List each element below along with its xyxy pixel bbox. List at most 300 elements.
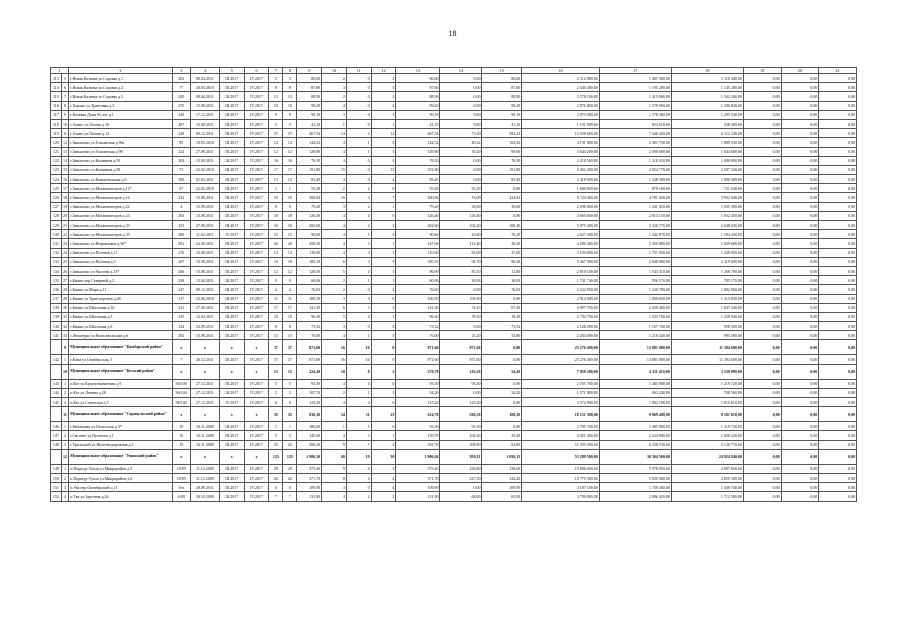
value-cell: IV.2017 (244, 492, 269, 501)
value-cell: 0,00 (440, 92, 482, 101)
value-cell: 23.06.2010 (190, 294, 219, 303)
value-cell: 249 (172, 110, 190, 119)
value-cell: 0,00 (440, 110, 482, 119)
value-cell: 37 (269, 340, 283, 355)
value-cell: 18 (283, 211, 297, 220)
value-cell: 88,90 (297, 92, 322, 101)
address-cell: Муниципальное образование "Сарапульский район" (69, 407, 172, 422)
value-cell: 26 (283, 473, 297, 482)
column-number: 2 (69, 68, 172, 74)
row-number (51, 340, 62, 355)
row-number: 115 (51, 92, 62, 101)
value-cell: 0,00 (743, 312, 781, 321)
value-cell: 55,20 (440, 184, 482, 193)
row-index: 3 (61, 398, 69, 407)
value-cell: 15 (322, 165, 347, 174)
value-cell: 1 (346, 276, 371, 285)
value-cell: 248 (172, 129, 190, 138)
value-cell: 1 210 440,00 (599, 331, 671, 340)
value-cell: 3 (322, 322, 347, 331)
table-row (51, 422, 857, 431)
value-cell: 3 665 600,00 (522, 211, 599, 220)
value-cell: 18 (283, 312, 297, 321)
value-cell: 11 394 600,00 (671, 355, 743, 364)
value-cell: 4 (371, 175, 396, 184)
value-cell: 73,32 (396, 322, 440, 331)
value-cell: 11,80 (482, 266, 522, 275)
value-cell: 126,40 (440, 211, 482, 220)
value-cell: III.2017 (219, 464, 244, 473)
value-cell: III.2017 (219, 322, 244, 331)
value-cell: 18 (269, 312, 283, 321)
value-cell: 0,00 (743, 483, 781, 492)
value-cell: 206 (172, 266, 190, 275)
value-cell: 0,00 (819, 407, 857, 422)
value-cell: 0,00 (743, 175, 781, 184)
value-cell: 1 184 430,00 (671, 230, 743, 239)
value-cell: 0,00 (819, 398, 857, 407)
row-number: 142 (51, 355, 62, 364)
value-cell: 0,00 (819, 355, 857, 364)
table-row (51, 221, 857, 230)
value-cell: III.2017 (219, 92, 244, 101)
value-cell: x (219, 364, 244, 379)
value-cell: 16 (322, 355, 347, 364)
value-cell: 1 313 850,00 (671, 294, 743, 303)
row-index: 2 (61, 388, 69, 397)
value-cell: 16 (172, 431, 190, 440)
value-cell: 4 (322, 138, 347, 147)
value-cell: 96,90 (396, 266, 440, 275)
value-cell: 16 (322, 340, 347, 355)
value-cell: 22.02.2010 (190, 165, 219, 174)
value-cell: 0,00 (819, 364, 857, 379)
value-cell: 93,30 (396, 379, 440, 388)
value-cell: 5 978 950,00 (599, 464, 671, 473)
value-cell: 1 644 600,00 (671, 147, 743, 156)
address-cell: г.Завьялово ул.Механизаторов д.12* (69, 184, 172, 193)
value-cell: 10 (322, 364, 347, 379)
value-cell: 60,06 (396, 276, 440, 285)
value-cell: 0 (346, 83, 371, 92)
value-cell: 16 (346, 355, 371, 364)
column-number: 9 (297, 68, 322, 74)
value-cell: 15.08.2011 (190, 266, 219, 275)
value-cell: 2 000 600,00 (599, 147, 671, 156)
value-cell: 139,70 (396, 431, 440, 440)
value-cell: 3 (346, 248, 371, 257)
value-cell: IV.2017 (244, 83, 269, 92)
row-number: 125 (51, 184, 62, 193)
row-index: 14 (61, 156, 69, 165)
column-number: 5 (219, 68, 244, 74)
value-cell: 0,00 (819, 74, 857, 83)
column-number: 1 (51, 68, 69, 74)
value-cell: 235 (172, 312, 190, 321)
value-cell: 125 (283, 449, 297, 464)
value-cell: 30,03 (440, 276, 482, 285)
address-cell: г.Завьялово ул.Нефтяников д.36* (69, 239, 172, 248)
value-cell: 4 311 410,00 (599, 364, 671, 379)
value-cell: III.2017 (219, 331, 244, 340)
value-cell: 2 (371, 221, 396, 230)
value-cell: 0,00 (781, 138, 819, 147)
value-cell: 18 (269, 257, 283, 266)
value-cell: 3 (346, 193, 371, 202)
value-cell: 4 (322, 147, 347, 156)
value-cell: 191,80 (482, 165, 522, 174)
value-cell: III.2017 (219, 266, 244, 275)
value-cell: 16 (283, 156, 297, 165)
value-cell: 0,00 (743, 257, 781, 266)
value-cell: 11 (269, 294, 283, 303)
value-cell: 0,00 (482, 184, 522, 193)
row-index: 20 (61, 211, 69, 220)
row-number: 134 (51, 266, 62, 275)
value-cell: 0,00 (743, 119, 781, 128)
value-cell: 10 (322, 193, 347, 202)
value-cell: 39,60 (482, 202, 522, 211)
value-cell: 871,60 (396, 340, 440, 355)
table-row (51, 322, 857, 331)
value-cell: 1 571 800,00 (522, 388, 599, 397)
value-cell: 37 (283, 340, 297, 355)
column-number: 12 (371, 68, 396, 74)
value-cell: 1 (371, 276, 396, 285)
value-cell: 29.09.2011 (190, 483, 219, 492)
value-cell: 0,00 (743, 473, 781, 482)
value-cell: 871,60 (396, 355, 440, 364)
value-cell: 0,00 (819, 248, 857, 257)
value-cell: 2 792 700,00 (522, 312, 599, 321)
value-cell: III.2017 (219, 492, 244, 501)
value-cell: 86,00 (482, 74, 522, 83)
value-cell: III.2017 (219, 138, 244, 147)
value-cell: 1 712 580,00 (671, 492, 743, 501)
table-row (51, 248, 857, 257)
value-cell: 7 446 420,00 (599, 129, 671, 138)
value-cell: 1 929 600,00 (671, 239, 743, 248)
value-cell: 0,00 (819, 119, 857, 128)
value-cell: 9 (269, 276, 283, 285)
value-cell: 8 (322, 473, 347, 482)
value-cell: 11.12.2009 (190, 464, 219, 473)
value-cell: 0,00 (819, 165, 857, 174)
value-cell: 17.12.2011 (190, 110, 219, 119)
column-number: 10 (322, 68, 347, 74)
value-cell: 4 (346, 398, 371, 407)
value-cell: 25 (269, 440, 283, 449)
value-cell: 37 (269, 355, 283, 364)
value-cell: 17 (283, 303, 297, 312)
section-row (51, 364, 857, 379)
value-cell: IV.2017 (244, 110, 269, 119)
value-cell: 76,50 (297, 156, 322, 165)
value-cell: 4 (322, 483, 347, 492)
table-row (51, 257, 857, 266)
value-cell: 8 724 360,00 (522, 193, 599, 202)
column-number: 19 (743, 68, 781, 74)
value-cell: 3 (371, 110, 396, 119)
value-cell: 3 572 800,00 (522, 398, 599, 407)
column-number: 11 (346, 68, 371, 74)
table-row (51, 239, 857, 248)
value-cell: III.2017 (219, 184, 244, 193)
value-cell: 0 (371, 355, 396, 364)
row-number: 141 (51, 331, 62, 340)
value-cell: 14 (283, 138, 297, 147)
value-cell: 2 (322, 184, 347, 193)
value-cell: 55,20 (297, 184, 322, 193)
value-cell: 371,70 (297, 473, 322, 482)
value-cell: 90,60 (297, 230, 322, 239)
value-cell: 144,52 (396, 138, 440, 147)
value-cell: 0,00 (819, 175, 857, 184)
value-cell: 11 (346, 407, 371, 422)
value-cell: 12 (269, 266, 283, 275)
value-cell: 100,50 (396, 294, 440, 303)
address-cell: г.Кияик ул.Транспортная д.48 (69, 294, 172, 303)
value-cell: 21,20 (440, 331, 482, 340)
value-cell: 15.08.2011 (190, 248, 219, 257)
value-cell: 0 (371, 294, 396, 303)
value-cell: 0,00 (743, 379, 781, 388)
value-cell: 0,00 (819, 303, 857, 312)
value-cell: 20,60 (440, 230, 482, 239)
value-cell: 4 097 700,00 (522, 303, 599, 312)
value-cell: 13 558 660,00 (522, 129, 599, 138)
row-index: 13 (61, 147, 69, 156)
value-cell: 1 167 760,00 (599, 322, 671, 331)
value-cell: 6 238 530,00 (599, 440, 671, 449)
value-cell: 2 (269, 388, 283, 397)
value-cell: 0,00 (781, 303, 819, 312)
row-number: 130 (51, 230, 62, 239)
value-cell: 1 438 050,00 (671, 248, 743, 257)
value-cell: III.2017 (219, 147, 244, 156)
value-cell: 850,11 (440, 449, 482, 464)
value-cell: IV.2017 (244, 101, 269, 110)
value-cell: 111,40 (440, 239, 482, 248)
value-cell: 93,30 (440, 379, 482, 388)
value-cell: 2 507 430,00 (671, 165, 743, 174)
value-cell: 1 (283, 184, 297, 193)
value-cell: 2 419 840,00 (671, 257, 743, 266)
value-cell: 11 359 300,00 (522, 440, 599, 449)
value-cell: 1 295 540,00 (671, 110, 743, 119)
address-cell: г.Азино ул.Лесная д.12 (69, 129, 172, 138)
value-cell: III.2017 (219, 110, 244, 119)
value-cell: 0,00 (819, 492, 857, 501)
value-cell: 73 (172, 165, 190, 174)
column-number: 3 (172, 68, 190, 74)
value-cell: 9 (283, 110, 297, 119)
value-cell: 0,00 (819, 184, 857, 193)
row-number: 132 (51, 248, 62, 257)
value-cell: 0,00 (743, 110, 781, 119)
value-cell: 0,00 (781, 364, 819, 379)
value-cell: 0,00 (819, 276, 857, 285)
value-cell: 1 328 300,00 (599, 175, 671, 184)
value-cell: IV.2017 (244, 119, 269, 128)
address-cell: г.Кияик пер.Северный д.2 (69, 276, 172, 285)
value-cell: III.2017 (219, 294, 244, 303)
value-cell: 25 (283, 440, 297, 449)
address-cell: г.Завьялово ул.Калинина д.59 (69, 156, 172, 165)
value-cell: 35,40 (482, 431, 522, 440)
value-cell: IV.2017 (244, 257, 269, 266)
value-cell: III.2017 (219, 388, 244, 397)
table-row (51, 379, 857, 388)
value-cell: 73,32 (482, 322, 522, 331)
address-cell: Муниципальное образование "Кезский район" (69, 364, 172, 379)
value-cell: 4 (172, 202, 190, 211)
value-cell: 375,40 (396, 464, 440, 473)
value-cell: 2 627 400,00 (522, 230, 599, 239)
value-cell: 0,00 (781, 221, 819, 230)
value-cell: 1 415 900,00 (599, 92, 671, 101)
table-row (51, 355, 857, 364)
row-number: 117 (51, 110, 62, 119)
value-cell: 83,40 (396, 175, 440, 184)
value-cell: IV.2017 (244, 129, 269, 138)
value-cell: x (219, 449, 244, 464)
value-cell: 26 (269, 239, 283, 248)
value-cell: 0,00 (819, 322, 857, 331)
value-cell: 1 090 300,00 (671, 175, 743, 184)
value-cell: 1 436 740,00 (671, 483, 743, 492)
row-index: 31 (61, 312, 69, 321)
value-cell: 86,00 (396, 74, 440, 83)
value-cell: x (190, 340, 219, 355)
table-row (51, 431, 857, 440)
value-cell: 96/104 (172, 388, 190, 397)
value-cell: 2 (371, 440, 396, 449)
value-cell: 7 (346, 440, 371, 449)
value-cell: 871,60 (440, 340, 482, 355)
value-cell: 3 187 100,00 (522, 483, 599, 492)
row-index: 1 (61, 422, 69, 431)
value-cell: IV.2017 (244, 184, 269, 193)
value-cell: 126,40 (396, 211, 440, 220)
value-cell: 202 (172, 74, 190, 83)
value-cell: 5 875 400,00 (522, 221, 599, 230)
value-cell: 16.11.2008 (190, 440, 219, 449)
table-row (51, 303, 857, 312)
value-cell: 40,22 (440, 138, 482, 147)
value-cell: 3 (322, 202, 347, 211)
value-cell: 99,20 (396, 101, 440, 110)
table-row (51, 276, 857, 285)
value-cell: 83,40 (482, 175, 522, 184)
value-cell: 614,70 (396, 407, 440, 422)
value-cell: 1 002 060,00 (671, 285, 743, 294)
row-index: 25 (61, 257, 69, 266)
value-cell: 1 485 980,00 (599, 422, 671, 431)
row-number: 138 (51, 303, 62, 312)
value-cell: 0,00 (819, 221, 857, 230)
table-row (51, 156, 857, 165)
value-cell: IV.2017 (219, 230, 244, 239)
value-cell: 0,00 (482, 294, 522, 303)
value-cell: 1 261 410,00 (599, 202, 671, 211)
table-row (51, 230, 857, 239)
value-cell: 0,00 (781, 312, 819, 321)
value-cell: 0,00 (743, 184, 781, 193)
value-cell: 0,00 (819, 388, 857, 397)
value-cell: 5 562 200,00 (522, 165, 599, 174)
value-cell: 36,20 (482, 239, 522, 248)
value-cell: 2 340 400,00 (522, 83, 599, 92)
value-cell: 1 000 090,00 (671, 156, 743, 165)
value-cell: 2 (371, 492, 396, 501)
value-cell: 78,10 (440, 312, 482, 321)
value-cell: 11 (283, 294, 297, 303)
value-cell: 1 847 240,00 (671, 303, 743, 312)
value-cell: 6 112 240,00 (671, 129, 743, 138)
value-cell: 0,00 (819, 101, 857, 110)
value-cell: 1 219 720,00 (671, 379, 743, 388)
value-cell: 0,00 (781, 473, 819, 482)
value-cell: IV.2017 (244, 276, 269, 285)
housing-program-table (50, 67, 857, 502)
value-cell: 9 969 490,00 (599, 407, 671, 422)
value-cell: IV.2017 (244, 74, 269, 83)
value-cell: 500,20 (297, 440, 322, 449)
value-cell: 300,84 (396, 193, 440, 202)
value-cell: 1 218 410,00 (599, 156, 671, 165)
value-cell: 26.12.2011 (190, 355, 219, 364)
address-cell: Муниципальное образование "Увинский район" (69, 449, 172, 464)
value-cell: 879 160,00 (599, 184, 671, 193)
value-cell: 0,00 (819, 285, 857, 294)
value-cell: 82,80 (482, 440, 522, 449)
value-cell: 99,20 (482, 101, 522, 110)
value-cell: III.2017 (219, 211, 244, 220)
value-cell: 0,00 (743, 147, 781, 156)
value-cell: IV.2017 (244, 248, 269, 257)
value-cell: 1 195 200,00 (599, 83, 671, 92)
table-row (51, 147, 857, 156)
value-cell: 5 (269, 74, 283, 83)
value-cell: 109,90 (482, 483, 522, 492)
table-row (51, 388, 857, 397)
value-cell: 0,00 (819, 379, 857, 388)
value-cell: 0,00 (819, 156, 857, 165)
value-cell: 30 (371, 449, 396, 464)
value-cell: 15.08.2011 (190, 101, 219, 110)
value-cell: 871,60 (440, 355, 482, 364)
row-index: 23 (61, 239, 69, 248)
value-cell: 4 (322, 211, 347, 220)
value-cell: 4 (322, 492, 347, 501)
table-row (51, 440, 857, 449)
value-cell: 30.10.2009 (190, 492, 219, 501)
value-cell: 5 (283, 431, 297, 440)
value-cell: 99,10 (297, 110, 322, 119)
value-cell: IV.2017 (244, 464, 269, 473)
value-cell: 16 (269, 156, 283, 165)
value-cell: 93,30 (440, 422, 482, 431)
address-cell: г.Завьялово ул.Гольянская д.96а (69, 138, 172, 147)
value-cell: 4 (322, 398, 347, 407)
value-cell: 0,00 (781, 422, 819, 431)
value-cell: 0,00 (819, 239, 857, 248)
value-cell: 0,00 (819, 110, 857, 119)
value-cell: 0,00 (781, 331, 819, 340)
value-cell: 6 (269, 483, 283, 492)
value-cell: 0,00 (440, 175, 482, 184)
